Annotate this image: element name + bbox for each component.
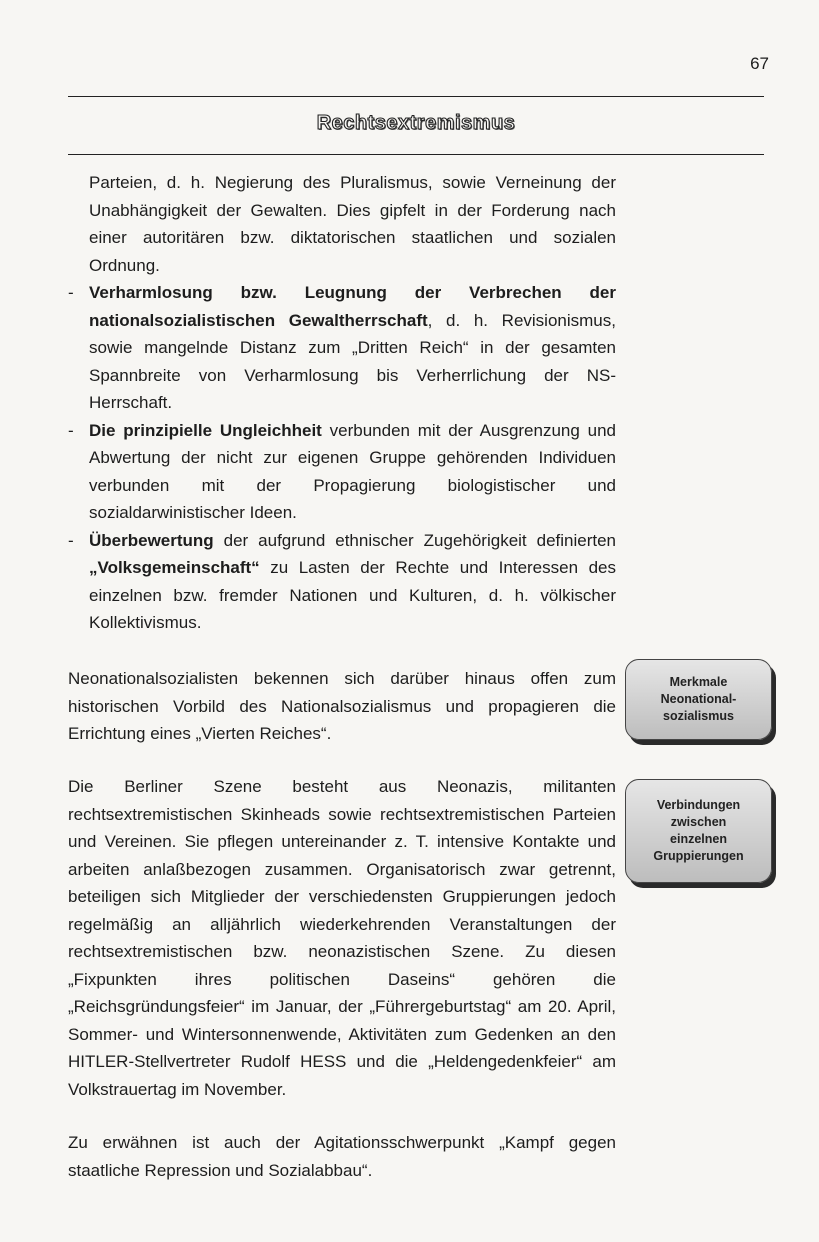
sidenote-merkmale [625,659,772,740]
sidenote-text: Merkmale Neonational- sozialismus [660,675,737,723]
list-item [68,417,616,527]
running-header: Rechtsextremismus [316,112,516,134]
list-item-bold: Die prinzipielle Ungleichheit [89,420,322,440]
list-dash: - [68,420,74,440]
paragraph-agitation: Zu erwähnen ist auch der Agitationsschwerpunkt „Kampf gegen staatliche Repression und Sozialabbau“. [68,1133,616,1180]
feature-list [68,169,616,637]
list-item-text: , d. h. Revisionismus, sowie mangelnde Distanz zum „Dritten Reich“ in der gesamten Spannbreite von Verharmlosung bis Verherrlichung der NS-Herrschaft. [89,310,616,412]
list-dash: - [68,283,74,302]
sidenote-verbindungen [625,779,772,883]
sidenote-text: Verbindungen zwischen einzelnen Gruppierungen [653,798,744,863]
list-dash: - [68,530,74,550]
list-item-bold: Verharmlosung bzw. Leugnung der Verbrechen der nationalsozialistischen Gewaltherrschaft [89,283,616,330]
list-item-text: zu Lasten der Rechte und Interessen des einzelnen bzw. fremder Nationen und Kulturen, d. h. völkischer Kollektivismus. [89,558,616,632]
list-item [68,527,616,637]
list-item-text: verbunden mit der Ausgrenzung und Abwertung der nicht zur eigenen Gruppe gehörenden Individuen verbunden mit der Propagierung biologistischer und sozialdarwinistischer Ideen. [89,420,616,522]
header-rule-top [68,96,764,97]
list-item-bold: „Volksgemeinschaft“ [89,558,260,577]
paragraph-neonazi: Neonationalsozialisten bekennen sich darüber hinaus offen zum historischen Vorbild des Nationalsozialismus und propagieren die Errichtung eines „Vierten Reiches“. [68,669,616,743]
page-number: 67 [750,54,769,73]
list-item-continuation [68,169,616,279]
list-item-text: der aufgrund ethnischer Zugehörigkeit definierten [213,530,616,550]
continuation-text: Parteien, d. h. Negierung des Pluralismus, sowie Verneinung der Unabhängigkeit der Gewalten. Dies gipfelt in der Forderung nach einer autoritären bzw. diktatorischen staatlichen und sozialen Ordnung. [89,173,616,275]
list-item [68,279,616,417]
paragraph-berliner-szene: Die Berliner Szene besteht aus Neonazis, militanten rechtsextremistischen Skinheads sowie rechtsextremistischen Parteien und Vereinen. Sie pflegen untereinander z. T. intensive Kontakte und arbeiten anlaßbezogen zusammen. Organisatorisch zwar getrennt, beteiligen sich Mitglieder der verschiedensten Gruppierungen jedoch regelmäßig an alljährlich wiederkehrenden Veranstaltungen der rechtsextremistischen bzw. neonazistischen Szene. Zu diesen „Fixpunkten ihres politischen Daseins“ gehören die „Reichsgründungsfeier“ im Januar, der „Führergeburtstag“ am 20. April, Sommer- und Wintersonnenwende, Aktivitäten zum Gedenken an den HITLER-Stellvertreter Rudolf HESS und die „Heldengedenkfeier“ am Volkstrauertag im November. [68,777,616,1099]
header-rule-bottom [68,154,764,155]
list-item-bold: Überbewertung [89,530,214,550]
